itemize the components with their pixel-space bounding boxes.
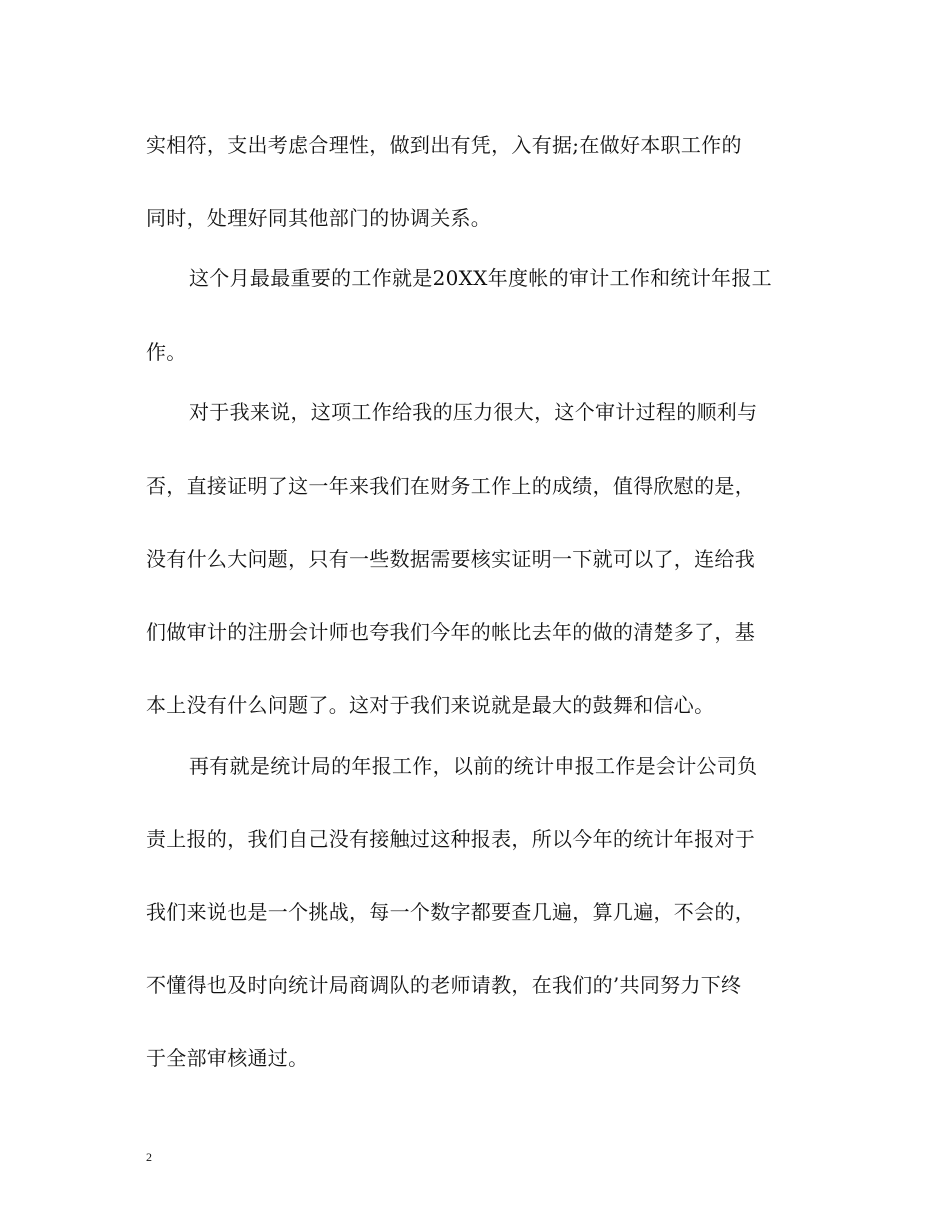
paragraph-line: 不懂得也及时向统计局商调队的老师请教，在我们的’共同努力下终: [146, 973, 742, 997]
paragraph-line: 对于我来说，这项工作给我的压力很大，这个审计过程的顺利与: [189, 400, 758, 424]
paragraph-line: 于全部审核通过。: [146, 1046, 309, 1070]
paragraph-line: 本上没有什么问题了。这对于我们来说就是最大的鼓舞和信心。: [146, 693, 715, 717]
paragraph-line: 同时，处理好同其他部门的协调关系。: [146, 206, 492, 230]
paragraph-line: 我们来说也是一个挑战，每一个数字都要查几遍，算几遍，不会的，: [146, 900, 755, 924]
paragraph-line: 这个月最最重要的工作就是20XX年度帐的审计工作和统计年报工: [189, 266, 772, 290]
paragraph-line: 实相符，支出考虑合理性，做到出有凭，入有据;在做好本职工作的: [146, 133, 742, 157]
paragraph-line: 责上报的，我们自己没有接触过这种报表，所以今年的统计年报对于: [146, 827, 755, 851]
paragraph-line: 们做审计的注册会计师也夸我们今年的帐比去年的做的清楚多了，基: [146, 620, 755, 644]
paragraph-line: 作。: [146, 340, 187, 364]
paragraph-line: 否，直接证明了这一年来我们在财务工作上的成绩，值得欣慰的是，: [146, 474, 755, 498]
page-number: 2: [146, 1150, 152, 1164]
paragraph-line: 再有就是统计局的年报工作，以前的统计申报工作是会计公司负: [189, 754, 758, 778]
paragraph-line: 没有什么大问题，只有一些数据需要核实证明一下就可以了，连给我: [146, 547, 755, 571]
